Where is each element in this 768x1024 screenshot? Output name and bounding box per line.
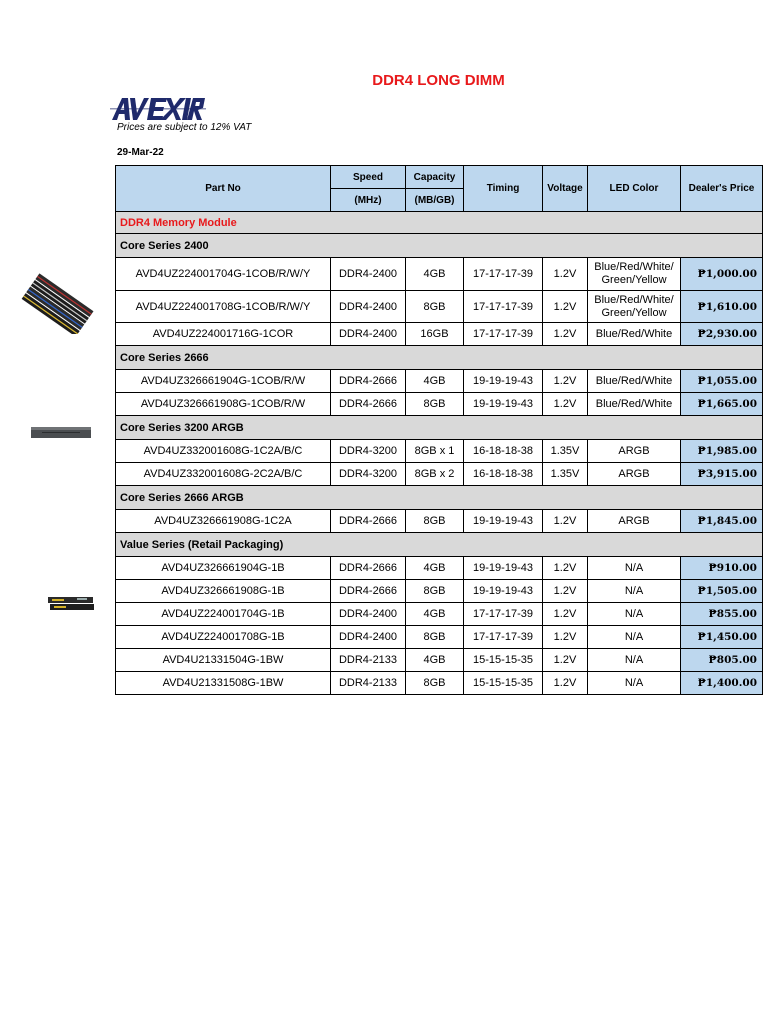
- table-row: [116, 557, 763, 580]
- cell-voltage: 1.2V: [543, 603, 588, 626]
- cell-dealers-price: ₱1,055.00: [681, 370, 763, 393]
- cell-dealers-price: ₱1,400.00: [681, 672, 763, 695]
- cell-timing: 17-17-17-39: [464, 626, 543, 649]
- cell-part-no: AVD4U21331508G-1BW: [116, 672, 331, 695]
- value-series-ram-image: [47, 596, 95, 614]
- avexir-logo: [110, 96, 206, 122]
- cell-speed: DDR4-2666: [331, 370, 406, 393]
- cell-timing: 19-19-19-43: [464, 510, 543, 533]
- cell-led-color: ARGB: [588, 463, 681, 486]
- cell-dealers-price: ₱855.00: [681, 603, 763, 626]
- table-row: [116, 649, 763, 672]
- cell-part-no: AVD4UZ326661904G-1B: [116, 557, 331, 580]
- header-dealers-price: Dealer's Price: [681, 166, 763, 212]
- table-row: [116, 370, 763, 393]
- cell-speed: DDR4-2666: [331, 557, 406, 580]
- header-speed-unit: (MHz): [331, 189, 406, 212]
- cell-dealers-price: ₱1,845.00: [681, 510, 763, 533]
- cell-part-no: AVD4UZ224001704G-1COB/R/W/Y: [116, 258, 331, 291]
- module-label: DDR4 Memory Module: [116, 212, 763, 234]
- price-table-body: [116, 212, 763, 695]
- cell-dealers-price: ₱1,665.00: [681, 393, 763, 416]
- page-title: DDR4 LONG DIMM: [372, 72, 505, 89]
- table-row: [116, 258, 763, 291]
- header-part-no: Part No: [116, 166, 331, 212]
- cell-part-no: AVD4UZ224001704G-1B: [116, 603, 331, 626]
- cell-timing: 16-18-18-38: [464, 463, 543, 486]
- cell-capacity: 8GB: [406, 291, 464, 323]
- cell-led-color: N/A: [588, 603, 681, 626]
- cell-timing: 17-17-17-39: [464, 603, 543, 626]
- cell-speed: DDR4-2400: [331, 603, 406, 626]
- cell-timing: 19-19-19-43: [464, 370, 543, 393]
- cell-led-color: N/A: [588, 626, 681, 649]
- table-row: [116, 672, 763, 695]
- cell-part-no: AVD4UZ326661908G-1COB/R/W: [116, 393, 331, 416]
- cell-capacity: 4GB: [406, 649, 464, 672]
- cell-capacity: 8GB: [406, 510, 464, 533]
- cell-speed: DDR4-3200: [331, 463, 406, 486]
- cell-speed: DDR4-2400: [331, 626, 406, 649]
- section-title: Value Series (Retail Packaging): [116, 533, 763, 557]
- cell-led-color: Blue/Red/White: [588, 370, 681, 393]
- cell-dealers-price: ₱1,505.00: [681, 580, 763, 603]
- table-row: [116, 603, 763, 626]
- section-row: [116, 416, 763, 440]
- cell-speed: DDR4-2133: [331, 649, 406, 672]
- cell-capacity: 4GB: [406, 603, 464, 626]
- cell-part-no: AVD4UZ224001708G-1COB/R/W/Y: [116, 291, 331, 323]
- cell-capacity: 8GB: [406, 626, 464, 649]
- cell-capacity: 4GB: [406, 258, 464, 291]
- cell-led-color: Blue/Red/White: [588, 393, 681, 416]
- cell-speed: DDR4-2133: [331, 672, 406, 695]
- cell-capacity: 4GB: [406, 557, 464, 580]
- section-title: Core Series 2666: [116, 346, 763, 370]
- header-led-color: LED Color: [588, 166, 681, 212]
- cell-speed: DDR4-2666: [331, 510, 406, 533]
- table-row: [116, 440, 763, 463]
- cell-voltage: 1.2V: [543, 672, 588, 695]
- cell-part-no: AVD4UZ326661904G-1COB/R/W: [116, 370, 331, 393]
- header-capacity-unit: (MB/GB): [406, 189, 464, 212]
- cell-led-color: Blue/Red/White/ Green/Yellow: [588, 291, 681, 323]
- cell-speed: DDR4-2666: [331, 580, 406, 603]
- cell-voltage: 1.2V: [543, 557, 588, 580]
- section-title: Core Series 3200 ARGB: [116, 416, 763, 440]
- cell-speed: DDR4-2400: [331, 258, 406, 291]
- cell-voltage: 1.2V: [543, 370, 588, 393]
- cell-speed: DDR4-2400: [331, 323, 406, 346]
- cell-part-no: AVD4UZ326661908G-1C2A: [116, 510, 331, 533]
- cell-dealers-price: ₱910.00: [681, 557, 763, 580]
- cell-part-no: AVD4U21331504G-1BW: [116, 649, 331, 672]
- table-row: [116, 580, 763, 603]
- table-row: [116, 291, 763, 323]
- header-voltage: Voltage: [543, 166, 588, 212]
- cell-dealers-price: ₱3,915.00: [681, 463, 763, 486]
- cell-led-color: ARGB: [588, 510, 681, 533]
- cell-timing: 19-19-19-43: [464, 393, 543, 416]
- cell-led-color: N/A: [588, 649, 681, 672]
- cell-voltage: 1.35V: [543, 463, 588, 486]
- cell-speed: DDR4-3200: [331, 440, 406, 463]
- cell-capacity: 8GB: [406, 672, 464, 695]
- section-row: [116, 234, 763, 258]
- cell-capacity: 16GB: [406, 323, 464, 346]
- cell-timing: 16-18-18-38: [464, 440, 543, 463]
- module-row: [116, 212, 763, 234]
- cell-voltage: 1.2V: [543, 510, 588, 533]
- table-row: [116, 626, 763, 649]
- cell-part-no: AVD4UZ224001708G-1B: [116, 626, 331, 649]
- header-timing: Timing: [464, 166, 543, 212]
- cell-voltage: 1.2V: [543, 649, 588, 672]
- core-2400-ram-image: [20, 272, 98, 334]
- table-row: [116, 510, 763, 533]
- core-2666-ram-image: [30, 424, 92, 440]
- cell-voltage: 1.2V: [543, 291, 588, 323]
- cell-voltage: 1.35V: [543, 440, 588, 463]
- cell-voltage: 1.2V: [543, 626, 588, 649]
- cell-led-color: ARGB: [588, 440, 681, 463]
- cell-dealers-price: ₱805.00: [681, 649, 763, 672]
- section-row: [116, 486, 763, 510]
- table-row: [116, 323, 763, 346]
- cell-timing: 15-15-15-35: [464, 649, 543, 672]
- cell-dealers-price: ₱2,930.00: [681, 323, 763, 346]
- cell-dealers-price: ₱1,450.00: [681, 626, 763, 649]
- cell-led-color: N/A: [588, 580, 681, 603]
- price-date: 29-Mar-22: [117, 147, 164, 158]
- cell-capacity: 8GB x 1: [406, 440, 464, 463]
- cell-speed: DDR4-2400: [331, 291, 406, 323]
- cell-led-color: N/A: [588, 557, 681, 580]
- cell-timing: 17-17-17-39: [464, 291, 543, 323]
- cell-voltage: 1.2V: [543, 323, 588, 346]
- cell-dealers-price: ₱1,985.00: [681, 440, 763, 463]
- cell-speed: DDR4-2666: [331, 393, 406, 416]
- cell-voltage: 1.2V: [543, 393, 588, 416]
- cell-voltage: 1.2V: [543, 258, 588, 291]
- cell-capacity: 8GB: [406, 580, 464, 603]
- section-title: Core Series 2666 ARGB: [116, 486, 763, 510]
- cell-led-color: Blue/Red/White: [588, 323, 681, 346]
- cell-capacity: 8GB: [406, 393, 464, 416]
- cell-voltage: 1.2V: [543, 580, 588, 603]
- table-row: [116, 393, 763, 416]
- table-row: [116, 463, 763, 486]
- section-title: Core Series 2400: [116, 234, 763, 258]
- cell-led-color: N/A: [588, 672, 681, 695]
- cell-dealers-price: ₱1,000.00: [681, 258, 763, 291]
- cell-led-color: Blue/Red/White/ Green/Yellow: [588, 258, 681, 291]
- cell-timing: 19-19-19-43: [464, 580, 543, 603]
- cell-capacity: 4GB: [406, 370, 464, 393]
- cell-capacity: 8GB x 2: [406, 463, 464, 486]
- cell-part-no: AVD4UZ332001608G-1C2A/B/C: [116, 440, 331, 463]
- cell-timing: 17-17-17-39: [464, 323, 543, 346]
- cell-part-no: AVD4UZ224001716G-1COR: [116, 323, 331, 346]
- table-header-row: [116, 166, 763, 189]
- header-capacity: Capacity: [406, 166, 464, 189]
- cell-part-no: AVD4UZ332001608G-2C2A/B/C: [116, 463, 331, 486]
- header-speed: Speed: [331, 166, 406, 189]
- cell-timing: 19-19-19-43: [464, 557, 543, 580]
- price-table: [115, 165, 763, 695]
- section-row: [116, 346, 763, 370]
- cell-dealers-price: ₱1,610.00: [681, 291, 763, 323]
- cell-timing: 15-15-15-35: [464, 672, 543, 695]
- cell-part-no: AVD4UZ326661908G-1B: [116, 580, 331, 603]
- cell-timing: 17-17-17-39: [464, 258, 543, 291]
- vat-note: Prices are subject to 12% VAT: [117, 122, 252, 133]
- section-row: [116, 533, 763, 557]
